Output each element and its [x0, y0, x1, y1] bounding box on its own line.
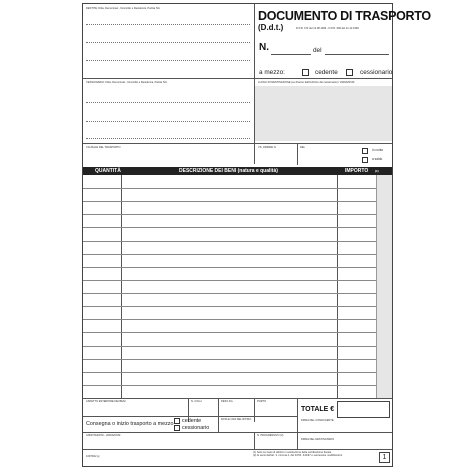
sender-label: DESTITE: Ditta, Denominaz., Domicilio e Residenza, Partita IVA: [86, 7, 160, 10]
footer-notes: [253, 451, 378, 457]
page-number: 1: [379, 452, 390, 463]
table-row[interactable]: [83, 359, 376, 360]
a-saldo-label: a saldo: [372, 157, 383, 161]
table-row[interactable]: [83, 385, 376, 386]
goods-table: [83, 175, 392, 398]
document-subtitle: (D.d.t.): [258, 23, 284, 32]
table-row[interactable]: [83, 201, 376, 202]
in-conto-checkbox[interactable]: [362, 148, 368, 154]
law-reference: D.P.R. 472 del 14.08.1996 - D.P.R. 696 del 21.12.1996: [296, 27, 359, 30]
date-field[interactable]: [325, 54, 389, 55]
firma-conducente-label: FIRMA DEL CONDUCENTE: [301, 419, 334, 422]
recipient-label: CESSIONARIO: Ditta, Denominaz., Domicilio e Residenza, Partita IVA: [86, 81, 167, 84]
table-row[interactable]: [83, 372, 376, 373]
table-row[interactable]: [83, 306, 376, 307]
recipient-line-1[interactable]: [86, 102, 250, 103]
transport-cessionario-checkbox[interactable]: [346, 69, 353, 76]
transport-cedente-checkbox[interactable]: [302, 69, 309, 76]
bottom-section-top: [83, 398, 392, 399]
table-row[interactable]: [83, 227, 376, 228]
destination-field[interactable]: [255, 86, 392, 141]
destination-label: LUOGO DI DESTINAZIONE (se diverso dall'indirizzo del cessionario) / VARIAZIONI: [258, 81, 355, 84]
form-code: 1607D22 gi: [86, 455, 100, 458]
progressivo-label: N. PROGRESSIVO (2): [257, 434, 284, 437]
causale-row-top: [83, 143, 392, 144]
porto-label: PORTO: [257, 400, 267, 403]
table-row[interactable]: [83, 346, 376, 347]
signature-divider: [297, 416, 298, 449]
sender-line-2[interactable]: [86, 42, 250, 43]
consegna-cedente-checkbox[interactable]: [174, 418, 180, 424]
footer-top: [83, 449, 392, 450]
table-row[interactable]: [83, 267, 376, 268]
colli-label: N. COLLI: [191, 400, 202, 403]
consegna-cessionario-checkbox[interactable]: [174, 425, 180, 431]
sender-line-1[interactable]: [86, 24, 250, 25]
table-row[interactable]: [83, 280, 376, 281]
progressivo-divider: [254, 432, 255, 449]
amount-column-divider: [337, 175, 338, 398]
order-date-label: DEL: [300, 146, 306, 149]
a-saldo-checkbox[interactable]: [362, 157, 368, 163]
quantity-header: QUANTITÀ: [95, 168, 121, 174]
transport-by-label: a mezzo:: [259, 69, 285, 76]
ritiro-label: DATA E ORA DEL RITIRO: [221, 418, 252, 421]
porto-divider: [254, 398, 255, 422]
total-field[interactable]: [337, 401, 390, 418]
description-header: DESCRIZIONE DEI BENI (natura e qualità): [179, 168, 278, 174]
annotazioni-label: ANNOTAZIONI - VARIAZIONI: [86, 434, 121, 437]
consegna-label: Consegna o inizio trasporto a mezzo: [86, 421, 174, 427]
total-label: TOTALE €: [301, 406, 335, 413]
order-divider: [297, 143, 298, 165]
document-title: DOCUMENTO DI TRASPORTO: [258, 9, 431, 23]
amount-header: IMPORTO: [345, 168, 369, 174]
causale-label: CAUSALE DEL TRASPORTO: [86, 146, 121, 149]
recipient-row-top: [83, 78, 392, 79]
amount-note: (1): [375, 169, 379, 173]
recipient-line-3[interactable]: [86, 138, 250, 139]
recipient-line-2[interactable]: [86, 121, 250, 122]
in-conto-label: in conto: [372, 148, 384, 152]
table-row[interactable]: [83, 293, 376, 294]
number-field[interactable]: [271, 54, 311, 55]
order-label: VS. ORDINE N.: [258, 146, 277, 149]
annotations-row-top: [83, 432, 392, 433]
transport-document-form: [82, 3, 431, 467]
table-row[interactable]: [83, 332, 376, 333]
peso-label: PESO KG.: [221, 400, 234, 403]
table-row[interactable]: [83, 254, 376, 255]
date-label: del: [313, 47, 322, 54]
footnote-1: (1) Solo nel caso di utilizzo in sostituzione della certificazione fiscale.: [253, 451, 332, 454]
table-row[interactable]: [83, 188, 376, 189]
consegna-cessionario-label: cessionario: [182, 425, 210, 431]
ritiro-divider: [218, 416, 219, 432]
table-row[interactable]: [83, 319, 376, 320]
transport-cedente-label: cedente: [315, 69, 338, 76]
decimal-divider: [376, 175, 377, 398]
quantity-column-divider: [121, 175, 122, 398]
consegna-cedente-label: cedente: [182, 418, 202, 424]
aspect-label: ASPETTO ESTERIORE DEI BENI: [86, 400, 126, 403]
transport-cessionario-label: cessionario: [360, 69, 393, 76]
number-label: N.: [259, 42, 269, 53]
firma-destinatario-label: FIRMA DEL DESTINATARIO: [301, 438, 335, 441]
table-row[interactable]: [83, 241, 376, 242]
sender-line-3[interactable]: [86, 60, 250, 61]
table-header: [83, 167, 392, 175]
footnote-2: (2) Ai sensi dell'art. 3, comma 2, del D.P.R. 441/97 e successive modificazioni.: [253, 454, 343, 458]
table-row[interactable]: [83, 214, 376, 215]
consegna-row-top: [83, 416, 297, 417]
amount-decimal-column: [376, 175, 392, 398]
